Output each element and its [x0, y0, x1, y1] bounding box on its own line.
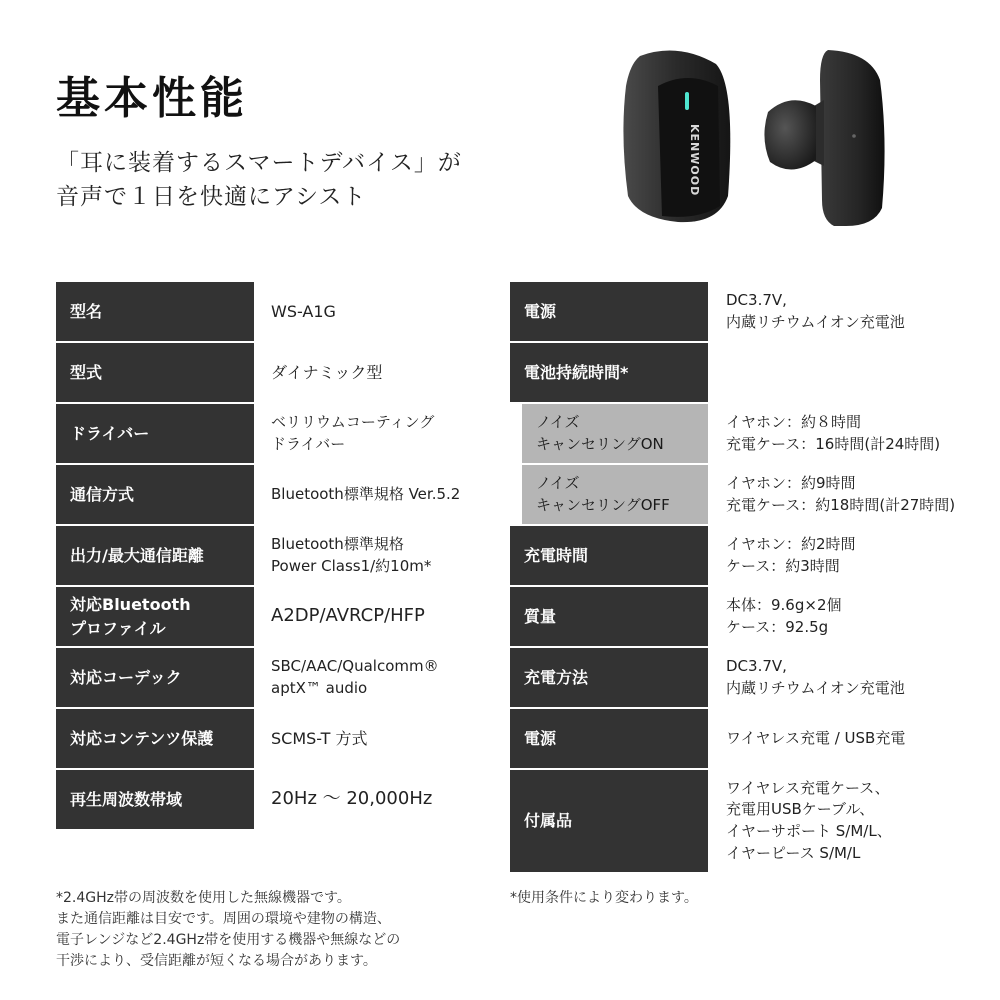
earbud-front-image	[618, 46, 738, 226]
value-output-range: Bluetooth標準規格 Power Class1/約10m*	[271, 534, 432, 575]
label-charge-time: 充電時間	[510, 526, 708, 585]
value-model-name: WS-A1G	[271, 301, 336, 321]
footnote-wireless: *2.4GHz帯の周波数を使用した無線機器です。 また通信距離は目安です。周囲の環境や建物の構造、 電子レンジなど2.4GHz帯を使用する機器や無線などの 干渉により、受信距離が短くなる場合があります。	[56, 890, 401, 969]
value-driver: ベリリウムコーティング ドライバー	[271, 412, 435, 453]
value-charge-method: DC3.7V, 内蔵リチウムイオン充電池	[726, 656, 905, 697]
subtitle-line-2: 音声で１日を快適にアシスト	[56, 184, 367, 210]
label-codec: 対応コーデック	[56, 648, 254, 707]
label-output-range: 出力/最大通信距離	[56, 526, 254, 585]
value-battery	[726, 343, 994, 402]
kenwood-logo: KENWOOD	[688, 124, 701, 197]
footnote-battery: *使用条件により変わります。	[510, 890, 698, 906]
label-battery: 電池持続時間*	[510, 343, 708, 402]
value-frequency: 20Hz ～ 20,000Hz	[271, 788, 433, 810]
page-title: 基本性能	[56, 73, 248, 124]
value-charge-time: イヤホン：約2時間 ケース：約3時間	[726, 534, 856, 575]
value-power-1: DC3.7V, 内蔵リチウムイオン充電池	[726, 290, 905, 331]
earbud-side-image	[742, 40, 892, 232]
label-model-name: 型名	[56, 282, 254, 341]
label-charge-method: 充電方法	[510, 648, 708, 707]
label-power-1: 電源	[510, 282, 708, 341]
value-type: ダイナミック型	[271, 362, 383, 382]
value-accessories: ワイヤレス充電ケース、 充電用USBケーブル、 イヤーサポート S/M/L、 イヤーピース S/M/L	[726, 778, 892, 862]
subtitle-line-1: 「耳に装着するスマートデバイス」が	[56, 150, 462, 176]
label-frequency: 再生周波数帯域	[56, 770, 254, 829]
value-profile: A2DP/AVRCP/HFP	[271, 605, 425, 627]
label-type: 型式	[56, 343, 254, 402]
label-accessories: 付属品	[510, 770, 708, 872]
label-driver: ドライバー	[56, 404, 254, 463]
label-nc-on: ノイズ キャンセリングON	[522, 404, 708, 463]
label-power-2: 電源	[510, 709, 708, 768]
label-weight: 質量	[510, 587, 708, 646]
value-nc-on: イヤホン：約８時間 充電ケース：16時間(計24時間)	[726, 412, 941, 453]
value-communication: Bluetooth標準規格 Ver.5.2	[271, 484, 461, 503]
value-codec: SBC/AAC/Qualcomm® aptX™ audio	[271, 656, 439, 697]
value-weight: 本体：9.6g×2個 ケース：92.5g	[726, 595, 842, 636]
label-communication: 通信方式	[56, 465, 254, 524]
label-nc-off: ノイズ キャンセリングOFF	[522, 465, 708, 524]
label-content-protection: 対応コンテンツ保護	[56, 709, 254, 768]
value-nc-off: イヤホン：約9時間 充電ケース：約18時間(計27時間)	[726, 473, 956, 514]
value-content-protection: SCMS-T 方式	[271, 728, 368, 748]
value-power-2: ワイヤレス充電 / USB充電	[726, 728, 906, 747]
label-profile: 対応Bluetooth プロファイル	[56, 587, 254, 646]
